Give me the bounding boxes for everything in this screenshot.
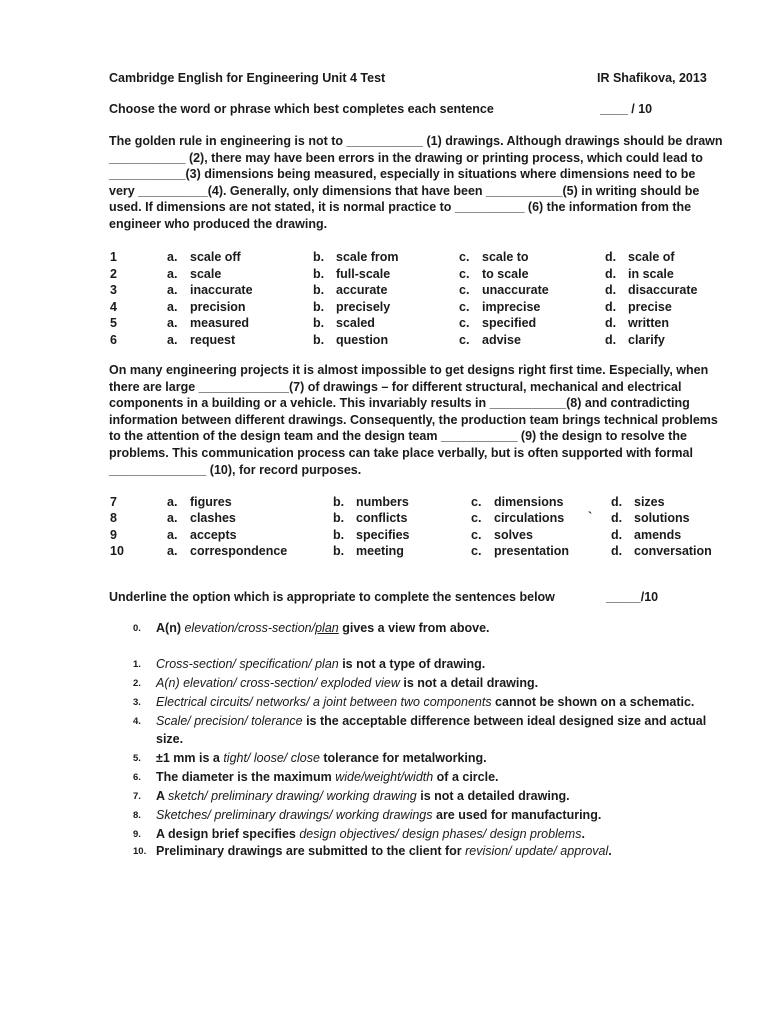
option-letter-a: a. (167, 316, 178, 331)
sentence-post: is the acceptable difference between ideal designed size and actual (302, 714, 707, 728)
option-b: meeting (356, 544, 404, 559)
stray-mark: ` (588, 510, 593, 524)
paragraph-line: ___________(3) dimensions being measured, especially in situations where dimensions need to be (109, 167, 696, 182)
paragraph-line: to the attention of the design team and the design team ___________ (9) the design to resolve the (109, 429, 687, 444)
sentence-item (156, 826, 585, 842)
option-letter-b: b. (333, 527, 345, 542)
sentence-number: 10. (133, 846, 147, 857)
sentence-item (156, 807, 601, 823)
option-letter-b: b. (313, 333, 325, 347)
sentence-post: . (608, 844, 612, 858)
paragraph-line: The golden rule in engineering is not to ___________ (1) drawings. Although drawings should be drawn (109, 134, 723, 148)
option-letter-b: b. (333, 544, 345, 559)
paragraph-1 (109, 133, 723, 233)
option-b: precisely (336, 299, 391, 314)
sentence-number: 2. (133, 678, 141, 689)
option-letter-c: c. (459, 316, 470, 331)
option-letter-c: c. (459, 299, 470, 314)
question-number: 8 (110, 511, 117, 526)
sentence-number: 8. (133, 810, 141, 821)
section1-score: ____ / 10 (600, 102, 653, 116)
option-c: to scale (482, 266, 529, 281)
author-credit: IR Shafikova, 2013 (597, 71, 707, 85)
question-number: 4 (110, 299, 117, 314)
option-letter-b: b. (313, 250, 325, 264)
sentence-post: cannot be shown on a schematic. (491, 695, 695, 709)
paragraph-line: engineer who produced the drawing. (109, 216, 328, 231)
sentence-number: 7. (133, 791, 141, 802)
sentence-options: Electrical circuits/ networks/ a joint between two components (156, 695, 492, 709)
option-d: sizes (634, 495, 665, 509)
option-c: imprecise (482, 299, 541, 314)
option-d: disaccurate (628, 283, 698, 298)
question-number: 6 (110, 333, 117, 347)
sentence-options: Sketches/ preliminary drawings/ working drawings (156, 808, 433, 822)
option-a: clashes (190, 511, 236, 526)
option-d: in scale (628, 266, 674, 281)
sentence-post: is not a detail drawing. (399, 676, 539, 690)
option-d: written (628, 316, 669, 331)
option-letter-b: b. (313, 299, 325, 314)
section1-instruction: Choose the word or phrase which best completes each sentence (109, 102, 494, 116)
option-letter-a: a. (167, 266, 178, 281)
example-number: 0. (133, 623, 141, 634)
sentence-pre: A design brief specifies (156, 827, 300, 841)
option-c: presentation (494, 544, 570, 559)
option-letter-d: d. (605, 299, 617, 314)
example-post: gives a view from above. (338, 621, 490, 635)
paragraph-line: ______________ (10), for record purposes. (109, 462, 362, 477)
option-c: circulations (494, 511, 565, 526)
option-letter-a: a. (167, 299, 178, 314)
option-a: request (190, 333, 236, 347)
option-letter-c: c. (459, 333, 470, 347)
sentence-item (156, 694, 694, 710)
option-a: accepts (190, 527, 237, 542)
question-number: 1 (110, 250, 117, 264)
test-title: Cambridge English for Engineering Unit 4 Test (109, 71, 386, 85)
sentence-post: tolerance for metalworking. (319, 751, 487, 765)
option-letter-d: d. (605, 266, 617, 281)
option-c: advise (482, 333, 521, 347)
sentence-options: tight/ loose/ close (223, 751, 320, 765)
sentence-options: design objectives/ design phases/ design problems (299, 827, 582, 841)
option-b: full-scale (336, 266, 391, 281)
option-d: clarify (628, 333, 665, 347)
option-letter-d: d. (611, 511, 623, 526)
option-b: numbers (356, 495, 409, 509)
sentence-item (156, 656, 485, 672)
option-letter-d: d. (611, 495, 623, 509)
option-letter-b: b. (313, 266, 325, 281)
sentence-item (156, 769, 499, 785)
option-d: scale of (628, 250, 675, 264)
option-b: conflicts (356, 511, 408, 526)
sentence-pre: The diameter is the maximum (156, 770, 336, 784)
sentence-post: . (581, 827, 585, 841)
option-letter-c: c. (459, 250, 470, 264)
paragraph-line: problems. This communication process can take place verbally, but is often supported with formal (109, 445, 693, 460)
option-d: solutions (634, 511, 690, 526)
option-letter-c: c. (471, 495, 482, 509)
option-a: scale off (190, 250, 241, 264)
option-b: scale from (336, 250, 399, 264)
option-a: correspondence (190, 544, 288, 559)
question-number: 3 (110, 283, 117, 298)
option-letter-a: a. (167, 495, 178, 509)
option-letter-a: a. (167, 333, 178, 347)
option-letter-c: c. (459, 283, 470, 298)
option-c: dimensions (494, 495, 564, 509)
sentence-options: A(n) elevation/ cross-section/ exploded view (156, 676, 400, 690)
paragraph-line: there are large _____________(7) of drawings – for different structural, mechanical and electrical (109, 379, 682, 394)
paragraph-line: very __________(4). Generally, only dimensions that have been ___________(5) in writing should be (109, 183, 700, 198)
sentence-post: of a circle. (433, 770, 499, 784)
option-letter-c: c. (471, 511, 482, 526)
option-a: measured (190, 316, 250, 331)
item-4-continuation: size. (156, 732, 184, 746)
option-letter-a: a. (167, 544, 178, 559)
paragraph-line: information between different drawings. Consequently, the production team brings technical problems (109, 412, 718, 427)
sentence-options: sketch/ preliminary drawing/ working drawing (168, 789, 417, 803)
sentence-options: wide/weight/width (335, 770, 434, 784)
option-c: specified (482, 316, 537, 331)
paragraph-line: used. If dimensions are not stated, it is normal practice to __________ (6) the information from the (109, 200, 692, 215)
sentence-item (156, 713, 706, 729)
option-c: solves (494, 527, 533, 542)
option-letter-c: c. (471, 527, 482, 542)
sentence-number: 9. (133, 829, 141, 840)
option-c: unaccurate (482, 283, 549, 298)
question-number: 5 (110, 316, 117, 331)
option-letter-a: a. (167, 250, 178, 264)
sentence-post: is not a type of drawing. (338, 657, 486, 671)
option-letter-c: c. (471, 544, 482, 559)
option-a: scale (190, 266, 222, 281)
option-letter-b: b. (313, 316, 325, 331)
option-letter-d: d. (605, 283, 617, 298)
option-letter-d: d. (611, 527, 623, 542)
sentence-pre: A (156, 789, 169, 803)
example-pre: A(n) (156, 621, 185, 635)
section2-instruction: Underline the option which is appropriate to complete the sentences below (109, 590, 555, 604)
sentence-pre: Preliminary drawings are submitted to the client for (156, 844, 466, 858)
question-number: 10 (110, 544, 124, 559)
option-letter-b: b. (333, 511, 345, 526)
option-letter-d: d. (605, 316, 617, 331)
option-letter-a: a. (167, 511, 178, 526)
option-letter-a: a. (167, 527, 178, 542)
option-letter-d: d. (605, 250, 617, 264)
paragraph-line: ___________ (2), there may have been errors in the drawing or printing process, which could lead to (109, 150, 703, 165)
option-c: scale to (482, 250, 529, 264)
sentence-number: 1. (133, 659, 141, 670)
option-b: specifies (356, 527, 410, 542)
sentence-number: 5. (133, 753, 141, 764)
paragraph-line: components in a building or a vehicle. This invariably results in ___________(8) and contradicting (109, 396, 690, 411)
sentence-number: 3. (133, 697, 141, 708)
option-d: amends (634, 527, 682, 542)
example-options: elevation/cross-section/ (184, 621, 316, 635)
example-sentence (156, 620, 490, 636)
sentence-item (156, 675, 538, 691)
option-letter-d: d. (605, 333, 617, 347)
option-letter-b: b. (313, 283, 325, 298)
option-letter-d: d. (611, 544, 623, 559)
sentence-pre: ±1 mm is a (156, 751, 224, 765)
paragraph-line: On many engineering projects it is almost impossible to get designs right first time. Especially, when (109, 363, 709, 377)
sentence-number: 4. (133, 716, 141, 727)
option-letter-a: a. (167, 283, 178, 298)
option-d: precise (628, 299, 672, 314)
question-number: 9 (110, 527, 117, 542)
sentence-item (156, 843, 612, 859)
sentence-post: is not a detailed drawing. (416, 789, 570, 803)
option-letter-c: c. (459, 266, 470, 281)
sentence-options: Scale/ precision/ tolerance (156, 714, 303, 728)
sentence-post: are used for manufacturing. (432, 808, 602, 822)
option-b: question (336, 333, 389, 347)
option-a: precision (190, 299, 246, 314)
sentence-options: revision/ update/ approval (465, 844, 609, 858)
option-a: inaccurate (190, 283, 253, 298)
example-underlined-answer: plan (315, 621, 339, 635)
option-b: scaled (336, 316, 375, 331)
section2-score: _____/10 (606, 590, 659, 604)
sentence-number: 6. (133, 772, 141, 783)
option-a: figures (190, 495, 232, 509)
question-number: 7 (110, 495, 117, 509)
sentence-item (156, 750, 487, 766)
option-d: conversation (634, 544, 712, 559)
question-number: 2 (110, 266, 117, 281)
sentence-item (156, 788, 570, 804)
option-letter-b: b. (333, 495, 345, 509)
paragraph-2 (109, 362, 718, 478)
sentence-options: Cross-section/ specification/ plan (156, 657, 339, 671)
option-b: accurate (336, 283, 388, 298)
